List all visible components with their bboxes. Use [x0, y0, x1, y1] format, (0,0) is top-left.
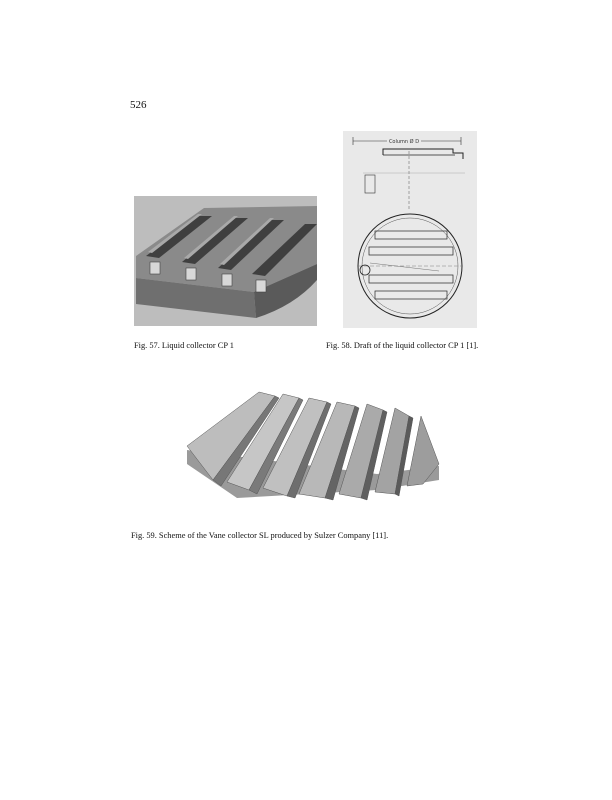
figure-58-caption: Fig. 58. Draft of the liquid collector CP 1 [1].	[326, 341, 479, 350]
drawing-label: Column Ø D	[388, 139, 420, 145]
figure-58-drawing	[343, 131, 477, 328]
figure-59-caption: Fig. 59. Scheme of the Vane collector SL produced by Sulzer Company [11].	[131, 531, 389, 540]
page-number: 526	[130, 99, 147, 111]
figure-59-render	[177, 390, 449, 514]
figure-57-photo	[134, 196, 317, 326]
figure-57-caption: Fig. 57. Liquid collector CP 1	[134, 341, 234, 350]
